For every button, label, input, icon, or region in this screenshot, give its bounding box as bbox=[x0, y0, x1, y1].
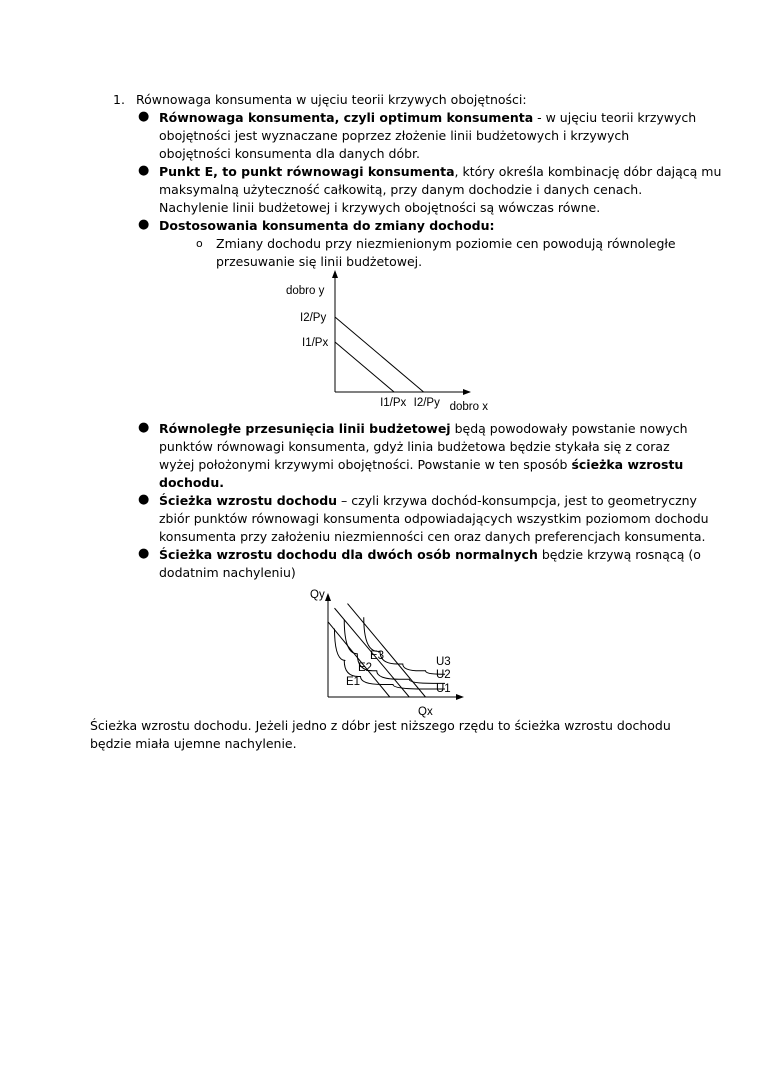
bullet-2-text: , który określa kombinację dóbr dającą mu bbox=[454, 164, 722, 179]
indifference-curve-chart bbox=[300, 584, 470, 716]
budget-line-1 bbox=[335, 342, 394, 392]
bullet-4-line-2: punktów równowagi konsumenta, gdyż linia budżetowa będzie stykała się z coraz bbox=[159, 439, 670, 454]
bullet-5-bold: Ścieżka wzrostu dochodu bbox=[159, 493, 338, 508]
bullet-2-bold: Punkt E, to punkt równowagi konsumenta bbox=[159, 164, 455, 179]
x-axis-label: Qx bbox=[418, 706, 433, 718]
bullet-6-text: będzie krzywą rosnącą (o bbox=[537, 547, 701, 562]
budget-line-2 bbox=[335, 317, 424, 392]
y-tick-label: I1/Px bbox=[302, 337, 329, 349]
x-tick-label: I2/Py bbox=[413, 397, 440, 409]
bullet-icon: ● bbox=[138, 109, 150, 124]
bullet-4-line-3-text: wyżej położonymi krzywymi obojętności. Powstanie w ten sposób bbox=[159, 457, 572, 472]
circle-bullet-icon: o bbox=[196, 237, 203, 250]
bullet-1-line-1 bbox=[159, 109, 696, 127]
y-axis-label: Qy bbox=[310, 589, 325, 601]
bullet-6-line-2: dodatnim nachyleniu) bbox=[159, 565, 296, 580]
bullet-5-text: – czyli krzywa dochód-konsumpcja, jest to geometryczny bbox=[337, 493, 697, 508]
bullet-2-line-2: maksymalną użyteczność całkowitą, przy danym dochodzie i danych cenach. bbox=[159, 182, 643, 197]
bullet-4-line-3-bold: ścieżka wzrostu bbox=[571, 457, 684, 472]
bullet-icon: ● bbox=[138, 217, 150, 232]
indifference-curve-u3 bbox=[364, 617, 445, 674]
bullet-icon: ● bbox=[138, 163, 150, 178]
bullet-4-line-1 bbox=[159, 420, 688, 438]
sub-bullet-line-1: Zmiany dochodu przy niezmienionym poziomie cen powodują równoległe bbox=[216, 236, 676, 251]
y-axis-arrow bbox=[325, 593, 331, 601]
y-axis-label: dobro y bbox=[286, 285, 325, 297]
curve-label: U2 bbox=[436, 669, 451, 681]
bullet-4-text: będą powodowały powstanie nowych bbox=[450, 421, 688, 436]
footer-line-2: będzie miała ujemne nachylenie. bbox=[90, 736, 297, 751]
budget-line-chart bbox=[280, 272, 488, 422]
x-axis-arrow bbox=[463, 389, 471, 395]
bullet-6-bold: Ścieżka wzrostu dochodu dla dwóch osób normalnych bbox=[159, 547, 538, 562]
bullet-icon: ● bbox=[138, 492, 150, 507]
bullet-6-line-1 bbox=[159, 546, 701, 564]
bullet-4-bold: Równoległe przesunięcia linii budżetowej bbox=[159, 421, 451, 436]
curve-label: U3 bbox=[436, 656, 451, 668]
section-title: Równowaga konsumenta w ujęciu teorii krzywych obojętności: bbox=[136, 92, 527, 107]
bullet-icon: ● bbox=[138, 546, 150, 561]
bullet-4-line-4: dochodu. bbox=[159, 475, 225, 490]
y-tick-label: I2/Py bbox=[300, 312, 327, 324]
bullet-3-bold: Dostosowania konsumenta do zmiany dochodu: bbox=[159, 218, 495, 233]
bullet-1-line-2: obojętności jest wyznaczane poprzez złożenie linii budżetowych i krzywych bbox=[159, 128, 630, 143]
equilibrium-point-label: E1 bbox=[346, 676, 361, 688]
x-tick-label: I1/Px bbox=[380, 397, 407, 409]
bullet-1-text: - w ujęciu teorii krzywych bbox=[533, 110, 697, 125]
bullet-2-line-1 bbox=[159, 163, 721, 181]
x-axis-arrow bbox=[456, 694, 464, 700]
bullet-5-line-2: zbiór punktów równowagi konsumenta odpowiadających wszystkim poziomom dochodu bbox=[159, 511, 709, 526]
footer-line-1: Ścieżka wzrostu dochodu. Jeżeli jedno z dóbr jest niższego rzędu to ścieżka wzrostu dochodu bbox=[90, 718, 671, 733]
bullet-icon: ● bbox=[138, 420, 150, 435]
bullet-4-line-3 bbox=[159, 456, 683, 474]
bullet-1-bold: Równowaga konsumenta, czyli optimum konsumenta bbox=[159, 110, 534, 125]
y-axis-arrow bbox=[332, 270, 338, 278]
list-number: 1. bbox=[113, 92, 125, 107]
curve-label: U1 bbox=[436, 683, 451, 695]
bullet-1-line-3: obojętności konsumenta dla danych dóbr. bbox=[159, 146, 421, 161]
bullet-2-line-3: Nachylenie linii budżetowej i krzywych obojętności są wówczas równe. bbox=[159, 200, 601, 215]
bullet-5-line-3: konsumenta przy założeniu niezmienności cen oraz danych preferencjach konsumenta. bbox=[159, 529, 706, 544]
bullet-5-line-1 bbox=[159, 492, 697, 510]
equilibrium-point-label: E3 bbox=[370, 650, 385, 662]
sub-bullet-line-2: przesuwanie się linii budżetowej. bbox=[216, 254, 423, 269]
x-axis-label: dobro x bbox=[449, 401, 488, 413]
equilibrium-point-label: E2 bbox=[358, 662, 373, 674]
